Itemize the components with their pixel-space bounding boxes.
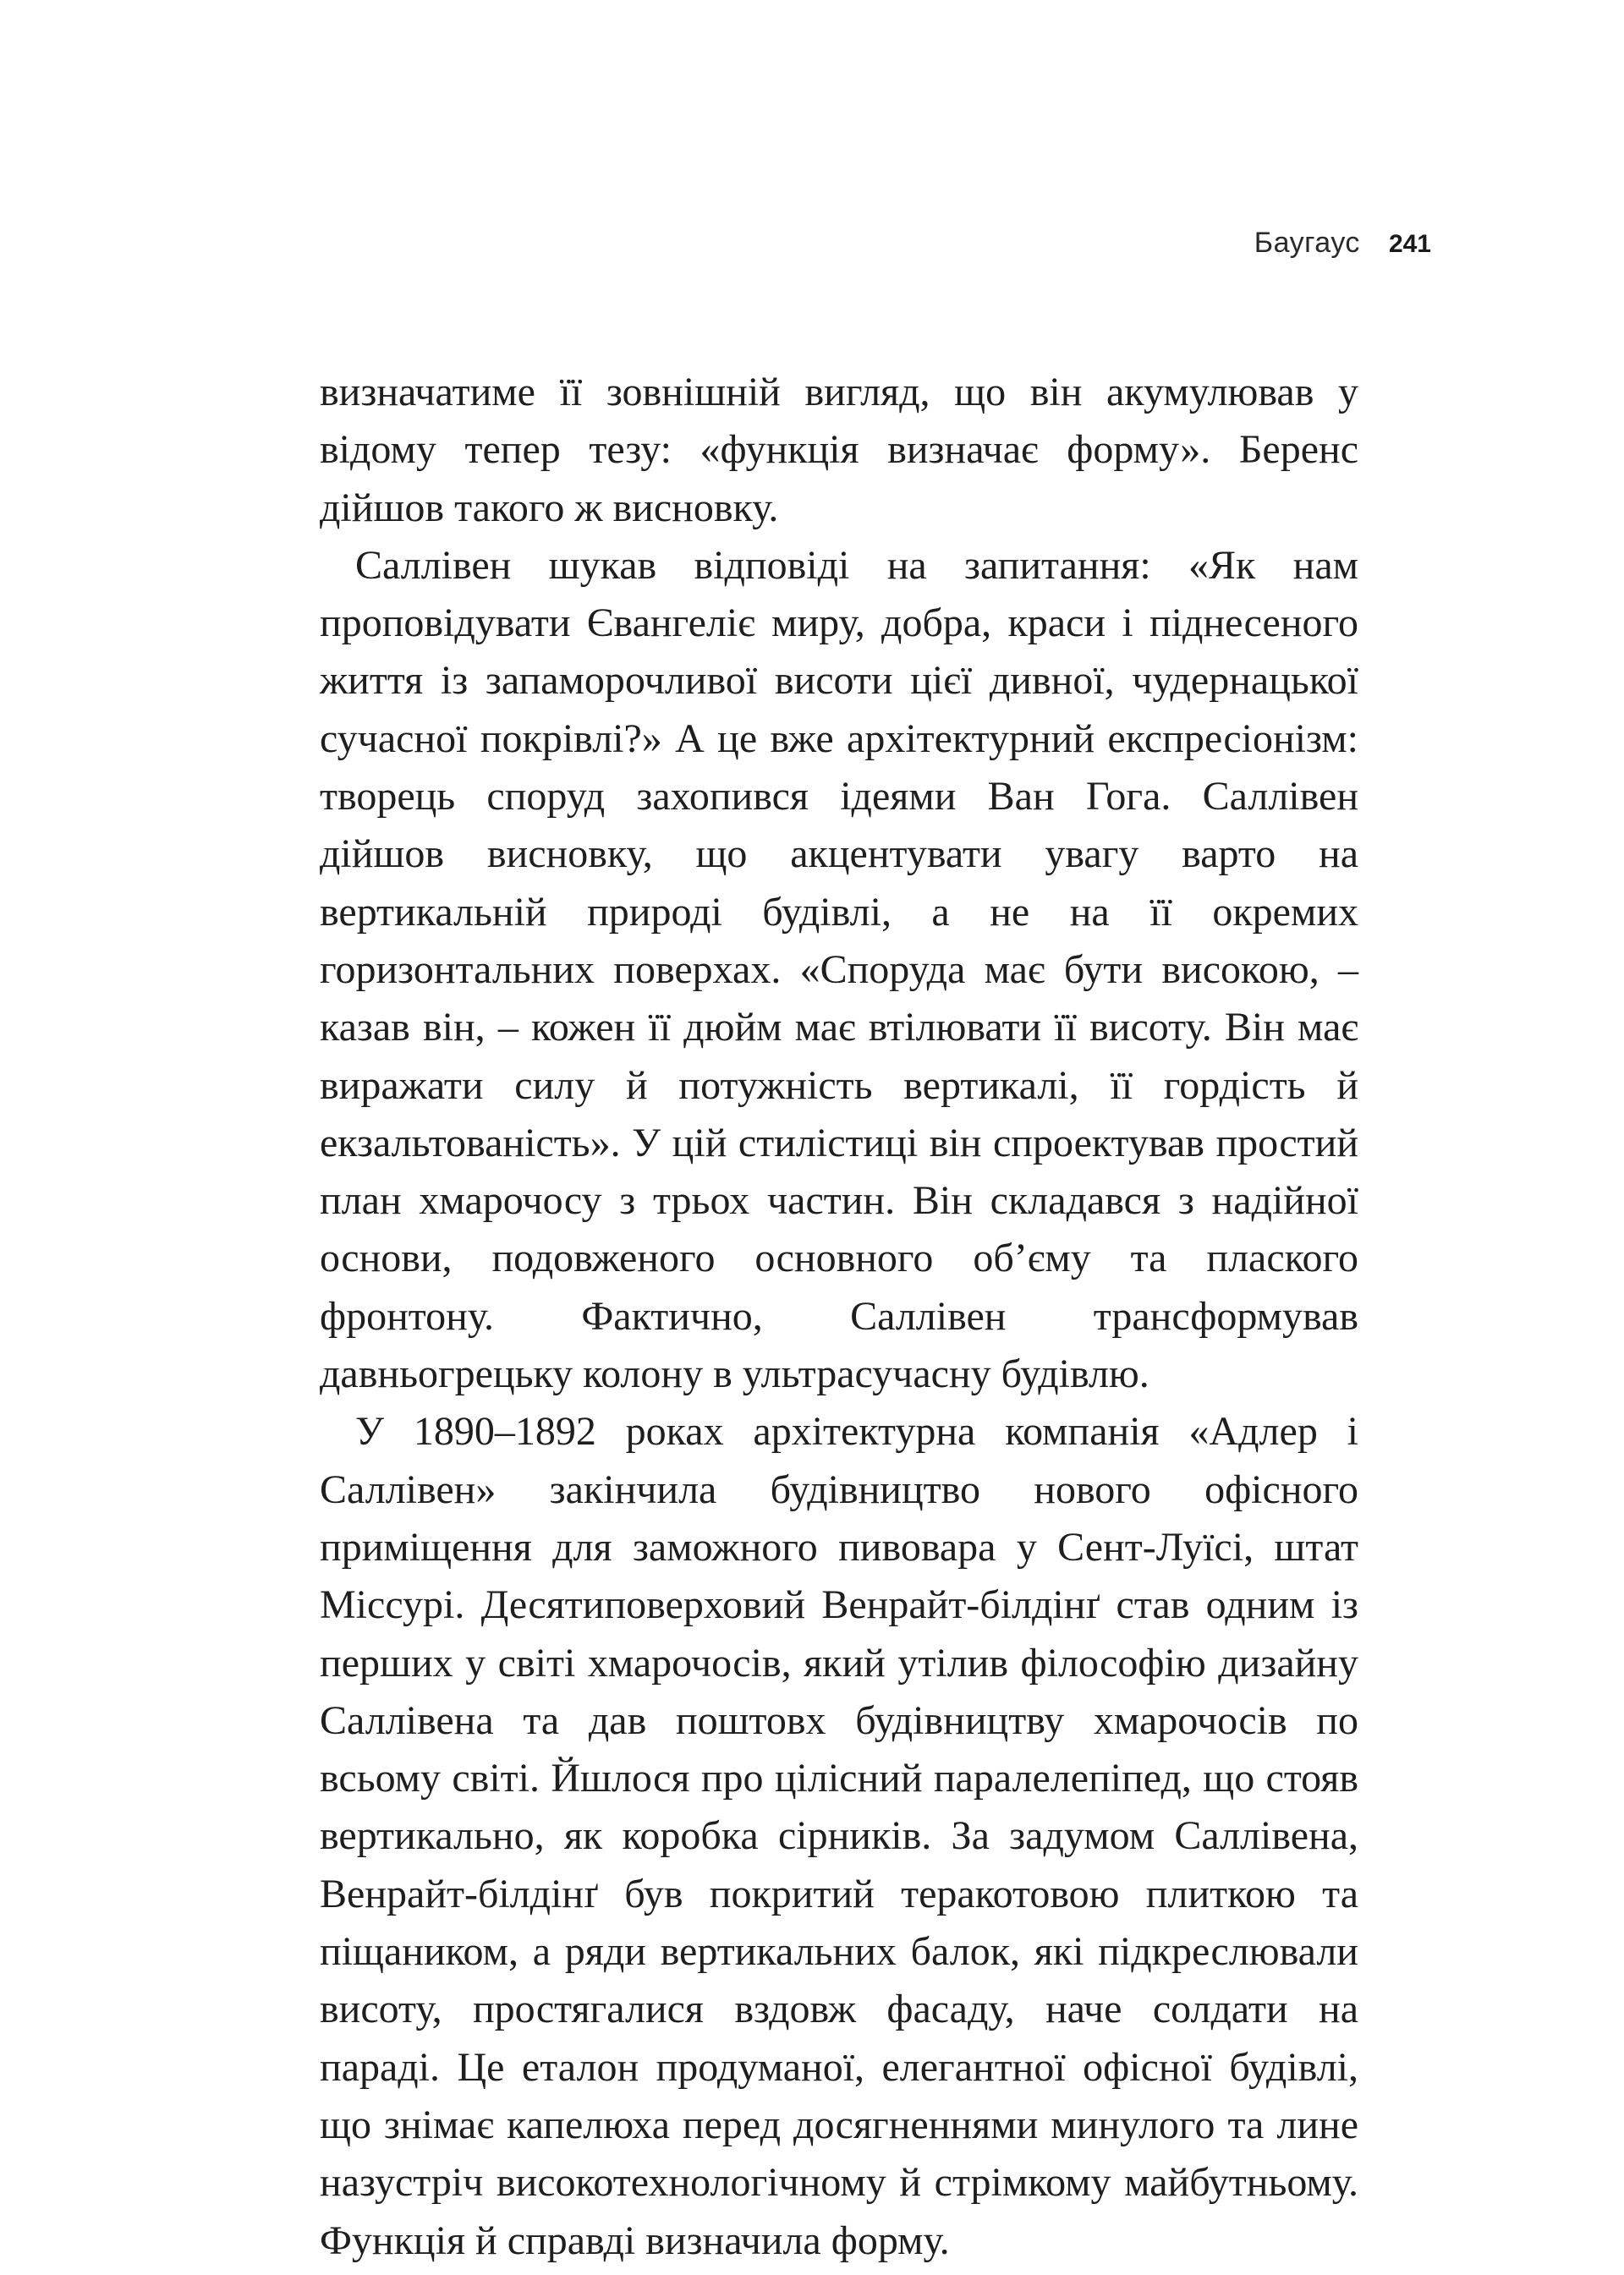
paragraph-wainwright-building: У 1890–1892 роках архітектурна компанія «Адлер і Саллівен» закінчила будівництво нового офісного приміщення для заможного пивовара у Сент-Луїсі, штат Міссурі. Десятиповерховий Венрайт-білдінґ став одним із перших у світі хмарочосів, який утілив філософію дизайну Саллівена та дав поштовх будівництву хмарочосів по всьому світі. Йшлося про цілісний паралелепіпед, що стояв вертикально, як коробка сірників. За задумом Саллівена, Венрайт-білдінґ був покритий теракотовою плиткою та піщаником, а ряди вертикальних балок, які підкреслювали висоту, простягалися вздовж фасаду, наче солдати на параді. Це еталон продуманої, елегантної офісної будівлі, що знімає капелюха перед досягненнями минулого та лине назустріч високотехнологічному й стрімкому майбутньому. Функція й справді визначила форму.: [320, 1409, 1358, 2263]
running-head: [1254, 227, 1431, 260]
paragraph-sullivan-quote: Саллівен шукав відповіді на запитання: «Як нам проповідувати Євангеліє миру, добра, краси і піднесеного життя із запаморочливої висоти цієї дивної, чудернацької сучасної покрівлі?» А це вже архітектурний експресіонізм: творець споруд захопився ідеями Ван Гога. Саллівен дійшов висновку, що акцентувати увагу варто на вертикальній природі будівлі, а не на її окремих горизонтальних поверхах. «Споруда має бути високою, – казав він, – кожен її дюйм має втілювати її висоту. Він має виражати силу й потужність вертикалі, її гордість й екзальтованість». У цій стилістиці він спроектував простий план хмарочосу з трьох частин. Він складався з надійної основи, подовженого основного об’єму та плаского фронтону. Фактично, Саллівен трансформував давньогрецьку колону в ультрасучасну будівлю.: [320, 542, 1358, 1397]
body-text: [320, 364, 1358, 2270]
page-number: 241: [1388, 230, 1431, 258]
paragraph-continuation: визначатиме її зовнішній вигляд, що він акумулював у відому тепер тезу: «функція визначає форму». Беренс дійшов такого ж висновку.: [320, 370, 1358, 530]
running-title: Баугаус: [1254, 227, 1360, 259]
